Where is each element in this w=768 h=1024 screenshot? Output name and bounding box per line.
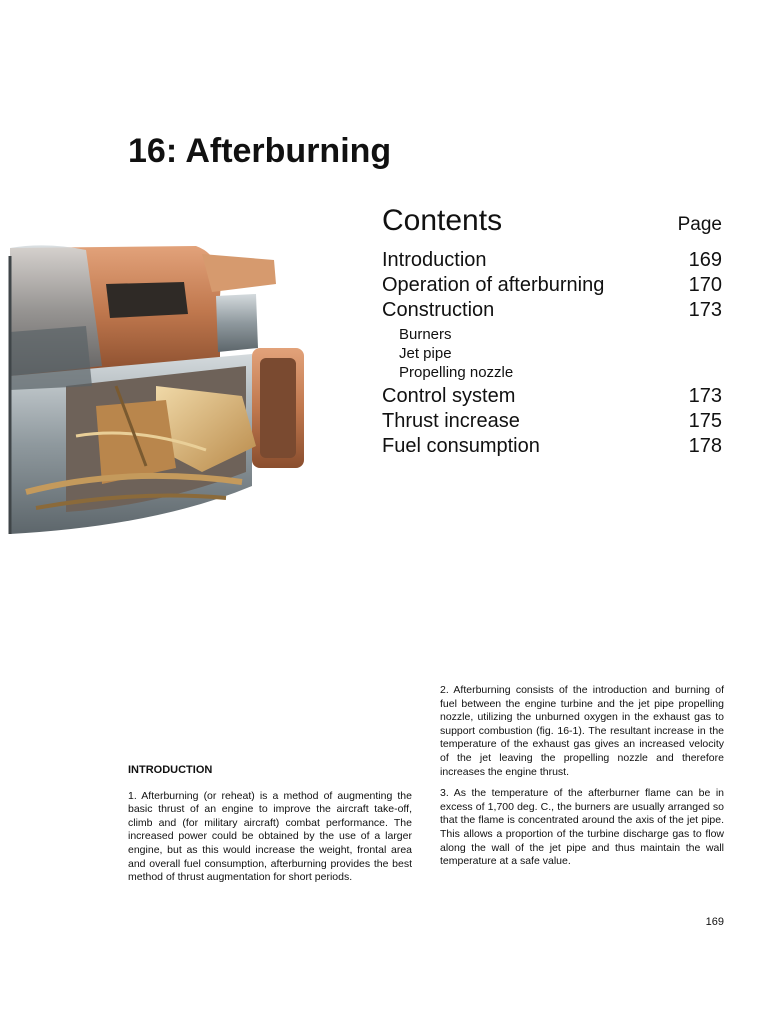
toc-entry-page: 173 [688, 385, 722, 407]
page-number: 169 [705, 916, 724, 928]
contents-heading: Contents [382, 204, 503, 237]
contents-header [382, 204, 722, 248]
toc-entry-page: 175 [688, 410, 722, 432]
paragraph-2: 2. Afterburning consists of the introduction and burning of fuel between the engine turbine and the jet pipe propelling nozzle, utilizing the unburned oxygen in the exhaust gas to support combustion (fig. 16-1). The resultant increase in the temperature of the exhaust gas gives an increased velocity of the jet leaving the propelling nozzle and therefore increases the engine thrust. [440, 684, 724, 778]
section-heading: INTRODUCTION [128, 764, 213, 776]
toc-entry-label: Thrust increase [382, 410, 520, 432]
toc-entry-label: Fuel consumption [382, 435, 540, 457]
contents-page-label: Page [677, 214, 722, 235]
toc-entry-label: Control system [382, 385, 516, 407]
toc-construction-subitems [382, 325, 722, 382]
contents-block [382, 204, 722, 459]
toc-entry-label: Operation of afterburning [382, 274, 605, 296]
afterburner-engine-illustration [6, 236, 308, 540]
toc-entry-fuel-consumption [382, 434, 722, 459]
toc-entry-operation [382, 273, 722, 298]
toc-subentry-jet-pipe: Jet pipe [399, 345, 452, 362]
toc-entry-construction [382, 298, 722, 323]
introduction-column [128, 764, 412, 893]
toc-entry-label: Introduction [382, 249, 487, 271]
toc-entry-page: 178 [688, 435, 722, 457]
toc-entry-control-system [382, 384, 722, 409]
toc-entry-page: 169 [688, 249, 722, 271]
right-column [440, 684, 724, 877]
toc-subentry-propelling-nozzle: Propelling nozzle [399, 364, 514, 381]
toc-entry-page: 173 [688, 299, 722, 321]
paragraph-3: 3. As the temperature of the afterburner flame can be in excess of 1,700 deg. C., the burners are usually arranged so that the flame is concentrated around the axis of the jet pipe. This allows a proportion of the turbine discharge gas to flow along the wall of the jet pipe and thus maintain the wall temperature at a safe value. [440, 787, 724, 868]
toc-entry-label: Construction [382, 299, 495, 321]
toc-entry-thrust-increase [382, 409, 722, 434]
toc-subentry-burners: Burners [399, 326, 452, 343]
toc-entry-introduction [382, 248, 722, 273]
chapter-title: 16: Afterburning [128, 132, 392, 170]
toc-entry-page: 170 [688, 274, 722, 296]
paragraph-1: 1. Afterburning (or reheat) is a method of augmenting the basic thrust of an engine to improve the aircraft take-off, climb and (for military aircraft) combat performance. The increased power could be obtained by the use of a larger engine, but as this would increase the weight, frontal area and overall fuel consumption, afterburning provides the best method of thrust augmentation for short periods. [128, 789, 412, 884]
